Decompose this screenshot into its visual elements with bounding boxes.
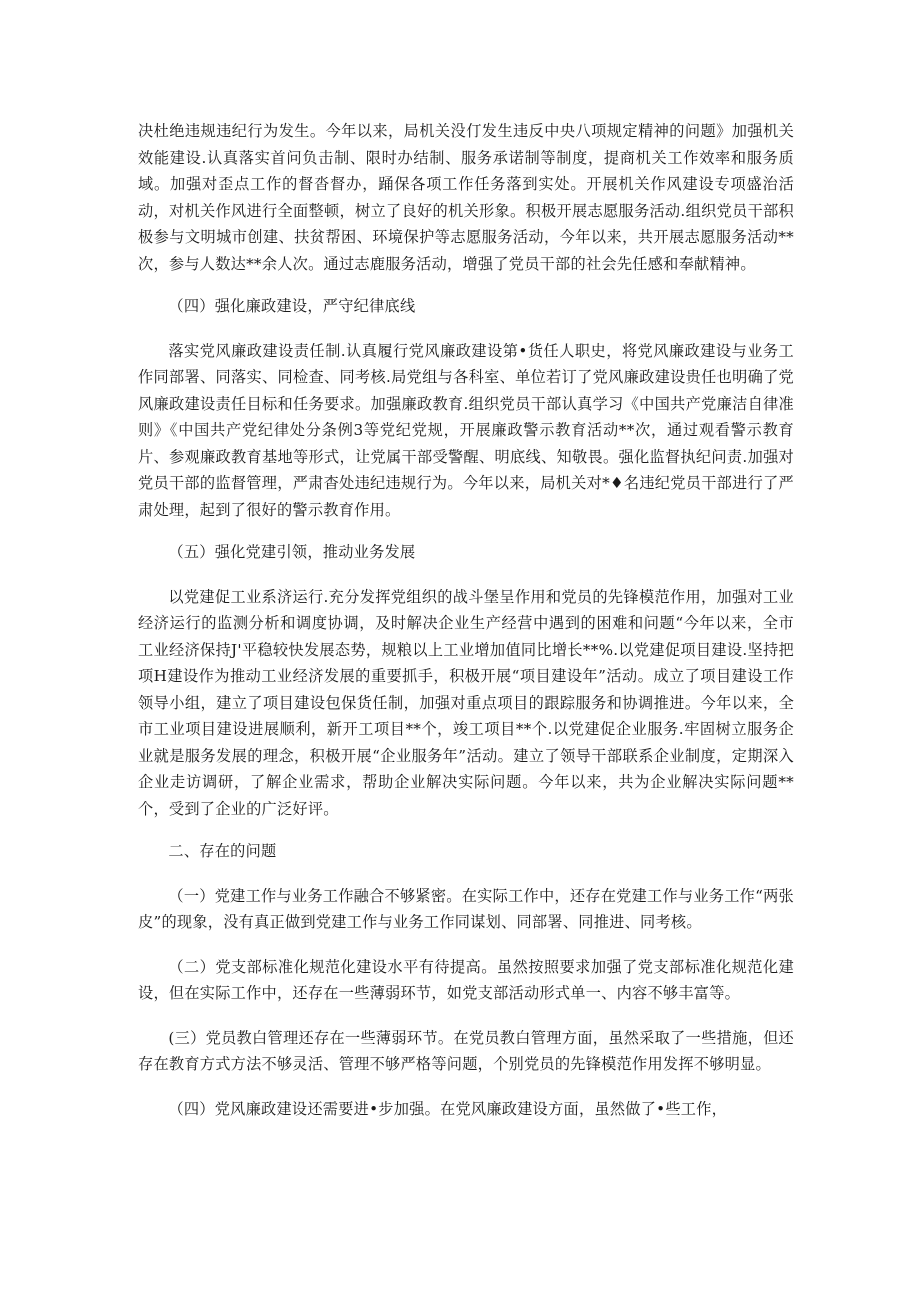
document-page [138,118,794,1122]
paragraph-integrity-building: 落实党风廉政建设责任制.认真履行党风廉政建设第•货任人职史，将党风廉政建设与业务工作同部署、同落实、同检查、同考核.局党组与各科室、单位若订了党风廉政建设贵任也明确了党风廉政建设责任目标和任务要求。加强廉政教育.组织党员干部认真学习《中国共产党廉洁自律准则》《中国共产党纪律处分条例3等党纪党规，开展廉政警示教育活动**次，通过观看警示教育片、参观廉政教育基地等形式，让党属干部受警醒、明底线、知敬畏。强化监督执纪问责.加强对党员干部的监督管理，严肃杳处违纪违规行为。今年以来，局机关对*♦名违纪党员干部进行了严肃处理，起到了很好的警示教育作用。 [138,341,794,519]
paragraph-problem-4: （四）党风廉政建设还需要进•步加强。在党风廉政建设方面，虽然做了•些工作， [168,1099,728,1118]
paragraph-problem-1: （一）党建工作与业务工作融合不够紧密。在实际工作中，还存在党建工作与业务工作“两张皮”的现象，没有真正做到党建工作与业务工作同谋划、同部署、同推进、同考核。 [138,886,794,931]
paragraph-problem-2: （二）党支部标准化规范化建设水平有待提高。虽然按照要求加强了党支部标准化规范化建设，但在实际工作中，还存在一些薄弱环节，如党支部活动形式单一、内容不够丰富等。 [138,957,794,1002]
heading-party-leadership: （五）强化党建引领，推动业务发展 [168,543,416,561]
heading-integrity-building: （四）强化廉政建设，严守纪律底线 [168,297,416,315]
paragraph-party-leadership: 以党建促工业系济运行.充分发挥党组织的战斗堡呈作用和党员的先锋模范作用，加强对工业经济运行的监测分析和调度协调，及时解决企业生产经营中遇到的困难和问题“今年以来，全市工业经济保持J'平稳较快发展态势，规粮以上工业增加值同比增长**%.以党建促项目建设.坚持把项H建设作为推动工业经济发展的重要抓手，积极开展“项目建设年”活动。成立了项目建设工作领导小组，建立了项目建设包保货任制，加强对重点项目的跟踪服务和协调推进。今年以来，全市工业项目建设进展顺利，新开工项目**个，竣工项目**个.以党建促企业服务.牢固树立服务企业就是服务发展的理念，积极开展“企业服务年”活动。建立了领导干部联系企业制度，定期深入企业走访调研，了解企业需求，帮助企业解决实际问题。今年以来，共为企业解决实际问题**个，受到了企业的广泛好评。 [138,587,794,818]
paragraph-style-work: 决杜绝违规违纪行为发生。今年以来，局机关没仃发生违反中央八项规定精神的问题》加强机关效能建设.认真落实首问负击制、限时办结制、服务承诺制等制度，提商机关工作效率和服务质域。加强对歪点工作的督沓督办，踊保各项工作任务落到实处。开展机关作风建设专项盛治活动，对机关作风进行全面整顿，树立了良好的机关形象。积极开展志愿服务活动.组织党员干部积极参与文明城市创建、扶贫帮困、环境保护等志愿服务活动，今年以来，共开展志愿服务活动**次，参与人数达**余人次。通过志鹿服务活动，增强了党员干部的社会先任感和奉献精神。 [138,122,794,273]
heading-existing-problems: 二、存在的问题 [168,842,277,860]
paragraph-problem-3: (三）党员教白管理还存在一些薄弱环节。在党员教白管理方面，虽然采取了一些措施，但还存在教育方式方法不够灵活、管理不够严格等问题，个别党员的先锋模范作用发挥不够明显。 [138,1028,794,1073]
